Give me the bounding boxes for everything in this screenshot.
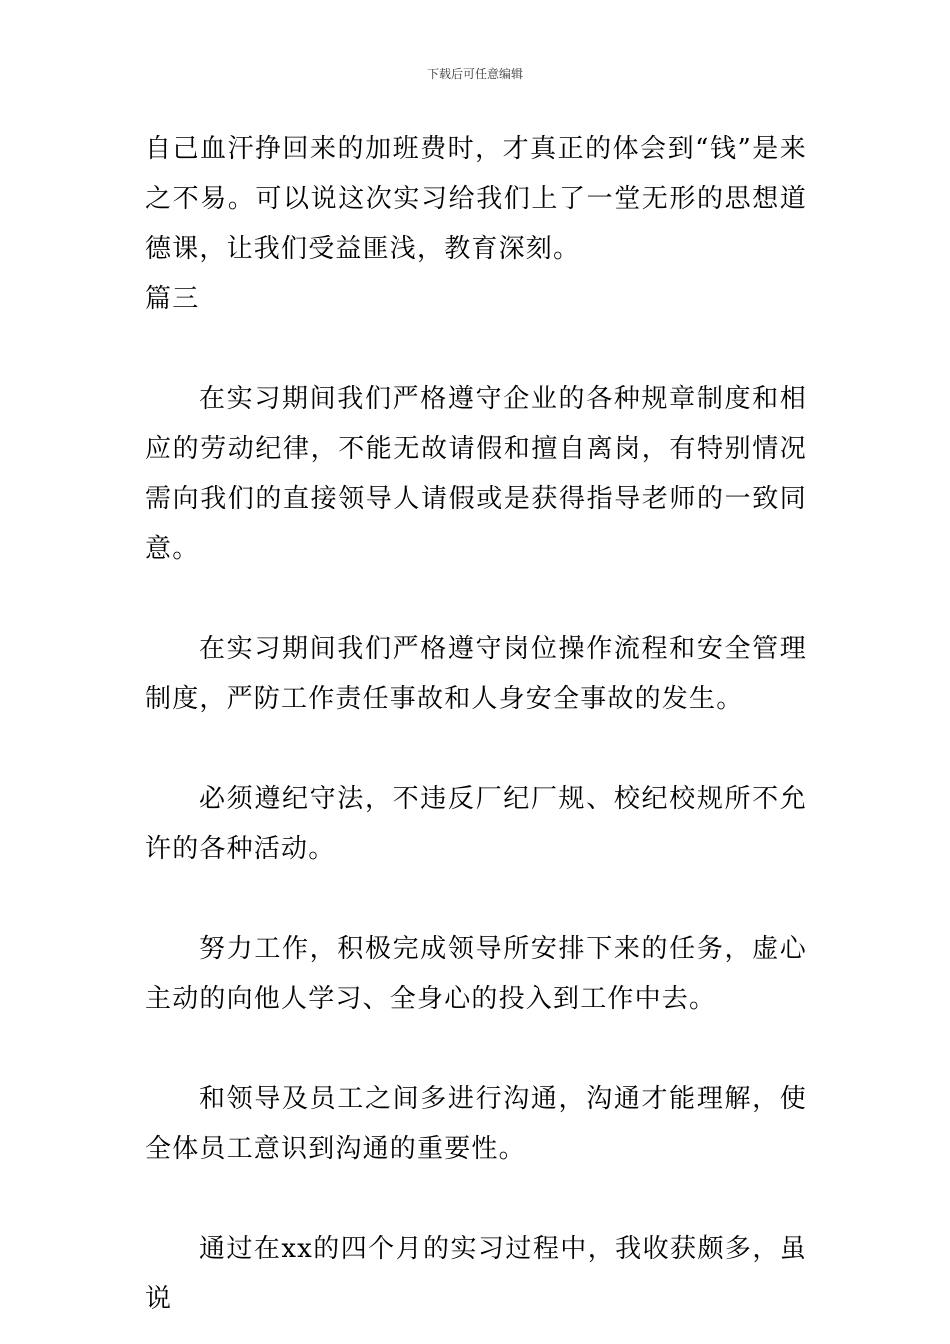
paragraph-communication: 和领导及员工之间多进行沟通，沟通才能理解，使全体员工意识到沟通的重要性。: [145, 1084, 807, 1164]
paragraph-labor-discipline: 在实习期间我们严格遵守企业的各种规章制度和相应的劳动纪律，不能无故请假和擅自离岗，有特别情况需向我们的直接领导人请假或是获得指导老师的一致同意。: [145, 384, 807, 564]
document-body: [145, 124, 807, 1324]
section-heading: 篇三: [145, 284, 200, 314]
paragraph-safety-rules: 在实习期间我们严格遵守岗位操作流程和安全管理制度，严防工作责任事故和人身安全事故的发生。: [145, 634, 807, 714]
paragraph-summary: 通过在xx的四个月的实习过程中，我收获颇多，虽说: [145, 1234, 807, 1314]
paragraph-work-hard: 努力工作，积极完成领导所安排下来的任务，虚心主动的向他人学习、全身心的投入到工作中去。: [145, 934, 807, 1014]
page-header: 下载后可任意编辑: [426, 67, 523, 81]
paragraph-obey-law: 必须遵纪守法，不违反厂纪厂规、校纪校规所不允许的各种活动。: [145, 784, 807, 864]
paragraph-continuation: 自己血汗挣回来的加班费时，才真正的体会到“钱”是来之不易。可以说这次实习给我们上了一堂无形的思想道德课，让我们受益匪浅，教育深刻。: [145, 134, 807, 264]
